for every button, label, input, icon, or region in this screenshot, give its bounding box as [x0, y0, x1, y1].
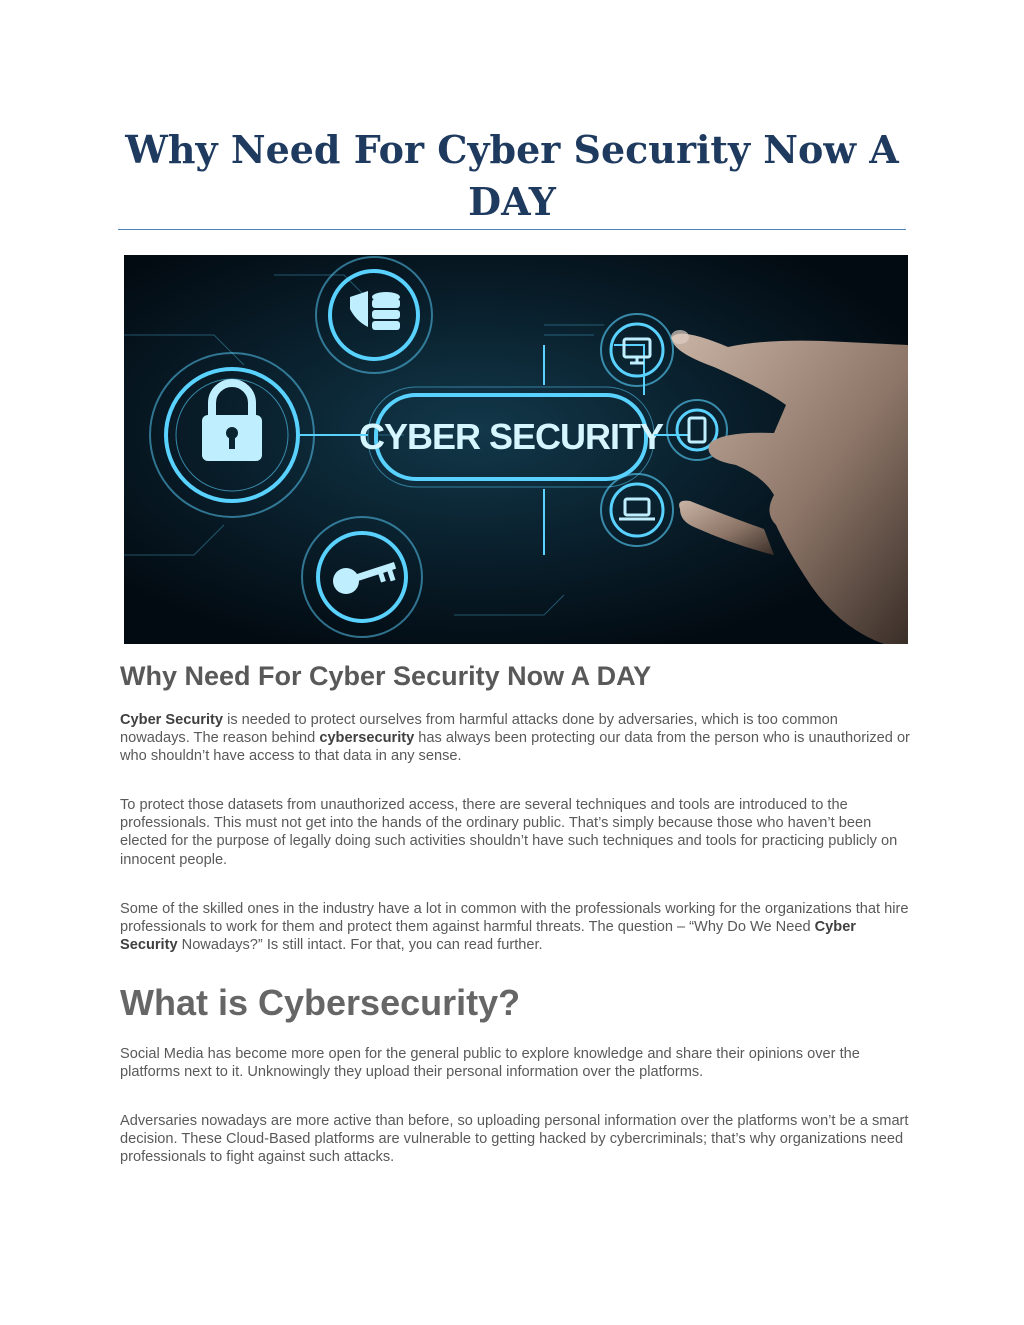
banner-text: CYBER SECURITY [358, 416, 664, 457]
title-underline-rule [118, 229, 906, 230]
paragraph-3: Some of the skilled ones in the industry have a lot in common with the professionals working for the organizations that hire professionals to work for them and protect them against harmful threats. The question – “Why Do We Need Cyber Security Nowadays?” Is still intact. For that, you can read further. [120, 901, 909, 954]
paragraph-4: Social Media has become more open for the general public to explore knowledge and share their opinions over the platforms next to it. Unknowingly they upload their personal information over the platforms. [120, 1046, 860, 1081]
paragraph-5: Adversaries nowadays are more active than before, so uploading personal information over the platforms won’t be a smart decision. These Cloud-Based platforms are vulnerable to getting hacked by cybercriminals; that’s why organizations need professionals to fight against such attacks. [120, 1113, 909, 1166]
section-heading: Why Need For Cyber Security Now A DAY [120, 661, 652, 691]
document-title: Why Need For Cyber Security Now A DAY [125, 127, 899, 224]
bold-term: Cyber Security [120, 919, 856, 954]
paragraph-1: Cyber Security is needed to protect ourselves from harmful attacks done by adversaries, which is too common nowadays. The reason behind cybersecurity has always been protecting our data from the person who is unauthorized or who shouldn’t have access to that data in any sense. [120, 712, 910, 765]
paragraph-2: To protect those datasets from unauthorized access, there are several techniques and tools are introduced to the professionals. This must not get into the hands of the ordinary public. That’s simply because those who haven’t been elected for the purpose of legally doing such activities shouldn’t have such techniques and tools for practicing publicly on innocent people. [120, 797, 898, 868]
hero-image [124, 255, 908, 644]
bold-term: Cyber Security [120, 712, 224, 728]
section-heading-what-is: What is Cybersecurity? [120, 982, 521, 1023]
bold-term: cybersecurity [319, 730, 415, 747]
